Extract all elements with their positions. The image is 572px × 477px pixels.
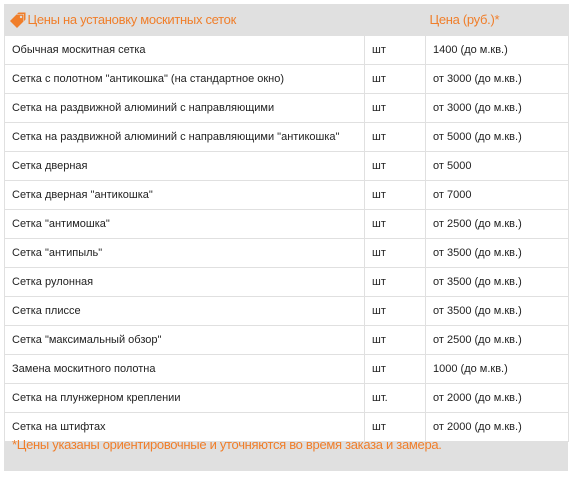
table-row [5,210,569,239]
service-name: Замена москитного полотна [5,355,365,384]
service-name: Сетка дверная [5,152,365,181]
table-row [5,239,569,268]
service-name: Сетка на штифтах [5,413,365,442]
price: 1000 (до м.кв.) [426,355,569,384]
service-name: Сетка на раздвижной алюминий с направляющими [5,94,365,123]
service-name: Сетка с полотном "антикошка" (на стандартное окно) [5,65,365,94]
price-table [4,4,569,442]
unit: шт [365,355,426,384]
price: от 7000 [426,181,569,210]
unit: шт [365,326,426,355]
unit: шт [365,268,426,297]
table-row [5,123,569,152]
tag-icon [9,12,27,28]
footnote: *Цены указаны ориентировочные и уточняются во время заказа и замера. [12,437,442,452]
price: от 5000 [426,152,569,181]
table-row [5,36,569,65]
table-row [5,181,569,210]
price: от 2500 (до м.кв.) [426,326,569,355]
table-row [5,355,569,384]
service-name: Сетка плиссе [5,297,365,326]
service-name: Сетка рулонная [5,268,365,297]
price: от 2500 (до м.кв.) [426,210,569,239]
service-name: Сетка на плунжерном креплении [5,384,365,413]
price: от 3500 (до м.кв.) [426,268,569,297]
unit: шт [365,297,426,326]
price: 1400 (до м.кв.) [426,36,569,65]
table-row [5,384,569,413]
price: от 3500 (до м.кв.) [426,239,569,268]
service-name: Сетка "максимальный обзор" [5,326,365,355]
table-header-row [5,4,569,36]
unit: шт [365,413,426,442]
header-title-cell [5,4,365,36]
price: от 5000 (до м.кв.) [426,123,569,152]
price: от 3500 (до м.кв.) [426,297,569,326]
unit: шт [365,94,426,123]
table-row [5,65,569,94]
table-row [5,94,569,123]
unit: шт [365,181,426,210]
price: от 3000 (до м.кв.) [426,65,569,94]
price: от 2000 (до м.кв.) [426,384,569,413]
service-name: Сетка дверная "антикошка" [5,181,365,210]
table-row [5,297,569,326]
header-price: Цена (руб.)* [426,4,569,36]
table-row [5,326,569,355]
price: от 3000 (до м.кв.) [426,94,569,123]
unit: шт [365,36,426,65]
price: от 2000 (до м.кв.) [426,413,569,442]
unit: шт [365,210,426,239]
service-name: Обычная москитная сетка [5,36,365,65]
unit: шт [365,239,426,268]
header-title: Цены на установку москитных сеток [27,12,236,28]
table-row [5,152,569,181]
unit: шт [365,152,426,181]
table-row [5,268,569,297]
header-unit-cell [365,4,426,36]
unit: шт [365,123,426,152]
service-name: Сетка "антипыль" [5,239,365,268]
service-name: Сетка на раздвижной алюминий с направляющими "антикошка" [5,123,365,152]
service-name: Сетка "антимошка" [5,210,365,239]
unit: шт [365,65,426,94]
unit: шт. [365,384,426,413]
